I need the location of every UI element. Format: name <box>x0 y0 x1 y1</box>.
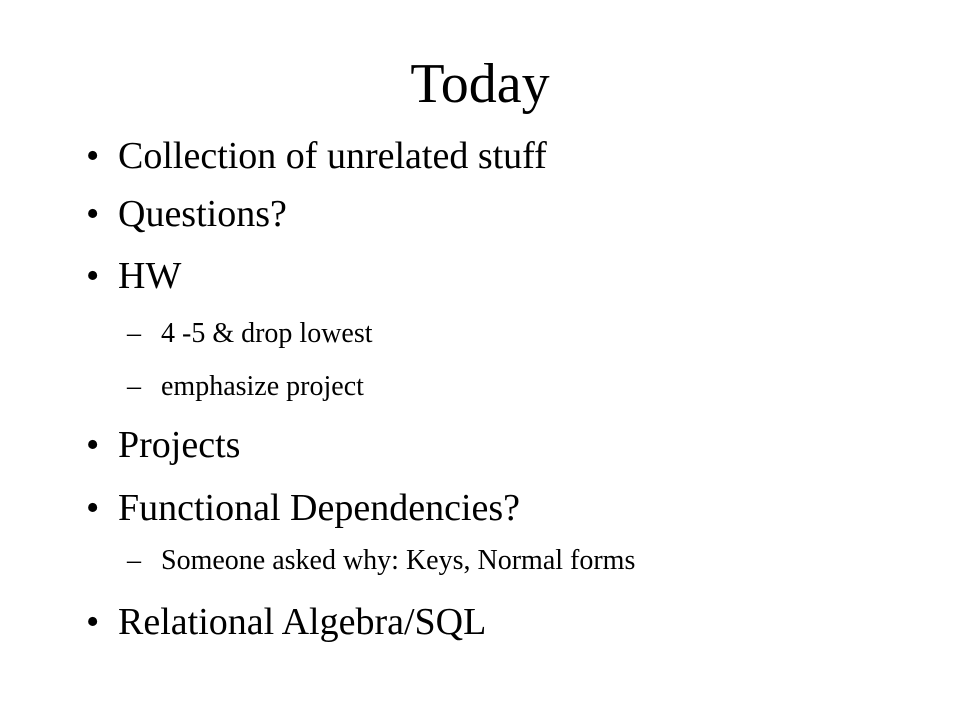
sub-bullet-text: emphasize project <box>161 371 364 402</box>
bullet-item <box>86 486 520 530</box>
bullet-marker: • <box>86 255 100 297</box>
bullet-marker: • <box>86 424 100 466</box>
dash-marker: – <box>127 371 141 402</box>
sub-bullet-item <box>127 371 364 403</box>
sub-bullet-text: Someone asked why: Keys, Normal forms <box>161 545 636 576</box>
bullet-marker: • <box>86 135 100 177</box>
bullet-item <box>86 600 486 644</box>
bullet-item <box>86 254 181 298</box>
dash-marker: – <box>127 318 141 349</box>
bullet-marker: • <box>86 193 100 235</box>
bullet-item <box>86 423 240 467</box>
bullet-text: HW <box>118 255 182 297</box>
sub-bullet-item <box>127 545 635 577</box>
bullet-text: Projects <box>118 424 241 466</box>
bullet-marker: • <box>86 487 100 529</box>
bullet-marker: • <box>86 601 100 643</box>
slide-title: Today <box>410 53 550 115</box>
sub-bullet-item <box>127 318 373 350</box>
bullet-text: Relational Algebra/SQL <box>118 601 487 643</box>
bullet-text: Questions? <box>118 193 287 235</box>
dash-marker: – <box>127 545 141 576</box>
bullet-text: Collection of unrelated stuff <box>118 135 547 177</box>
bullet-item <box>86 192 287 236</box>
bullet-item <box>86 134 547 178</box>
bullet-text: Functional Dependencies? <box>118 487 521 529</box>
sub-bullet-text: 4 -5 & drop lowest <box>161 318 373 349</box>
